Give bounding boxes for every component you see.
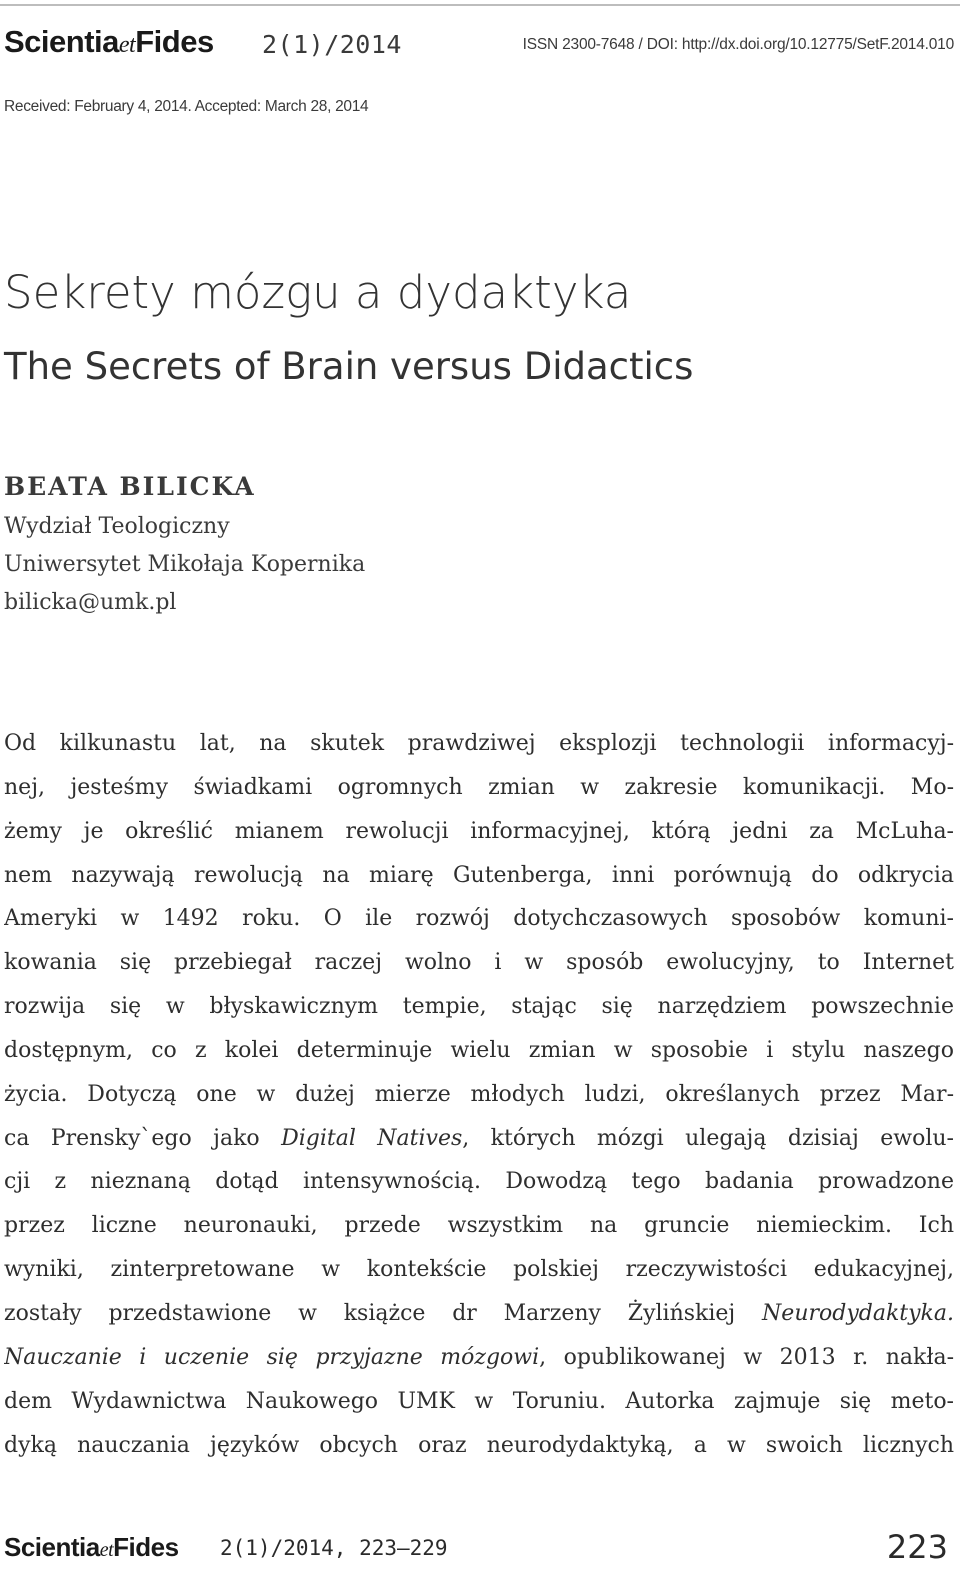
page-footer: [4, 1528, 956, 1568]
abstract-line: wyniki, zinterpretowane w kontekście polskiej rzeczywistości edukacyjnej,: [4, 1257, 954, 1283]
logo-fides: Fides: [135, 24, 214, 59]
abstract-line: życia. Dotyczą one w dużej mierze młodych ludzi, określanych przez Mar-: [4, 1081, 954, 1107]
author-name: BEATA BILICKA: [4, 472, 256, 501]
abstract-text: zostały przedstawione w książce dr Marzeny Żylińskiej: [4, 1300, 763, 1326]
article-title-english: The Secrets of Brain versus Didactics: [4, 345, 694, 388]
abstract-line: Ameryki w 1492 roku. O ile rozwój dotychczasowych sposobów komuni-: [4, 906, 954, 932]
abstract-italic-term: Digital Natives: [281, 1125, 463, 1151]
page-number: 223: [886, 1528, 948, 1566]
abstract: [4, 722, 954, 1467]
abstract-text: , których mózgi ulegają dzisiaj ewolu-: [462, 1125, 954, 1151]
footer-logo-et: et: [99, 1539, 114, 1561]
abstract-line: Od kilkunastu lat, na skutek prawdziwej eksplozji technologii informacyj-: [4, 731, 954, 756]
footer-logo-fides: Fides: [113, 1532, 179, 1562]
abstract-italic-book-title: Neurodydaktyka.: [762, 1300, 954, 1326]
issue-number: 2(1)/2014: [262, 30, 402, 59]
received-accepted-dates: Received: February 4, 2014. Accepted: March 28, 2014: [4, 98, 369, 115]
abstract-line: nem nazywają rewolucją na miarę Gutenberga, inni porównują do odkrycia: [4, 862, 954, 888]
abstract-line: dostępnym, co z kolei determinuje wielu zmian w sposobie i stylu naszego: [4, 1037, 954, 1063]
abstract-italic-book-title: Nauczanie i uczenie się przyjazne mózgowi: [4, 1344, 540, 1370]
abstract-line: [4, 1336, 954, 1380]
article-title-polish: Sekrety mózgu a dydaktyka: [4, 266, 632, 319]
author-email[interactable]: bilicka@umk.pl: [4, 590, 177, 615]
issn-doi: ISSN 2300-7648 / DOI: http://dx.doi.org/10.12775/SetF.2014.010: [522, 36, 954, 53]
author-faculty: Wydział Teologiczny: [4, 514, 230, 539]
abstract-line: [4, 1117, 954, 1161]
journal-logo: [4, 24, 214, 60]
abstract-line: przez liczne neuronauki, przede wszystkim na gruncie niemieckim. Ich: [4, 1213, 954, 1239]
abstract-line: [4, 1292, 954, 1336]
abstract-line: kowania się przebiegał raczej wolno i w sposób ewolucyjny, to Internet: [4, 950, 954, 976]
journal-header: [4, 24, 956, 64]
abstract-text: , opublikowanej w 2013 r. nakła-: [539, 1344, 954, 1370]
author-university: Uniwersytet Mikołaja Kopernika: [4, 552, 366, 577]
footer-logo-scientia: Scientia: [4, 1532, 100, 1562]
abstract-line: rozwija się w błyskawicznym tempie, stając się narzędziem powszechnie: [4, 994, 954, 1020]
author-block: [4, 470, 365, 622]
abstract-line: dyką nauczania języków obcych oraz neurodydaktyką, a w swoich licznych: [4, 1432, 954, 1458]
footer-journal-logo: [4, 1532, 179, 1563]
abstract-line: nej, jesteśmy świadkami ogromnych zmian w zakresie komunikacji. Mo-: [4, 774, 954, 800]
abstract-line: dem Wydawnictwa Naukowego UMK w Toruniu. Autorka zajmuje się meto-: [4, 1388, 954, 1414]
footer-citation: 2(1)/2014, 223–229: [220, 1536, 448, 1560]
abstract-line: cji z nieznaną dotąd intensywnością. Dowodzą tego badania prowadzone: [4, 1169, 954, 1195]
abstract-text: ca Prensky`ego jako: [4, 1125, 282, 1151]
logo-scientia: Scientia: [4, 24, 119, 59]
logo-et: et: [118, 32, 136, 58]
abstract-line: żemy je określić mianem rewolucji informacyjnej, którą jedni za McLuha-: [4, 818, 954, 844]
top-rule: [0, 4, 960, 6]
